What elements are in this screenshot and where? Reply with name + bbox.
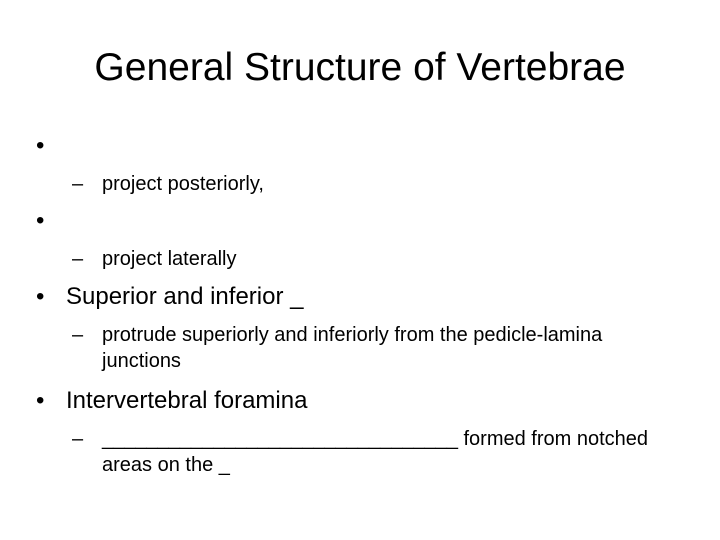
sub-bullet-marker: – (72, 173, 84, 195)
bullet-marker: • (36, 207, 45, 234)
bullet-item (36, 282, 303, 312)
slide-title: General Structure of Vertebrae (94, 46, 626, 89)
sub-bullet-item (72, 322, 672, 374)
sub-bullet-item (72, 246, 672, 272)
bullet-text: Superior and inferior _ (66, 283, 304, 310)
bullet-item (36, 131, 66, 161)
sub-bullet-text: project laterally (102, 248, 237, 270)
sub-bullet-item (72, 171, 672, 197)
bullet-text: Intervertebral foramina (66, 387, 308, 414)
bullet-marker: • (36, 132, 45, 159)
sub-bullet-text: ________________________________ formed from notched areas on the _ (102, 428, 649, 476)
sub-bullet-marker: – (72, 248, 84, 270)
sub-bullet-item (72, 426, 672, 478)
bullet-marker: • (36, 387, 45, 414)
sub-bullet-marker: – (72, 428, 84, 450)
bullet-item (36, 206, 66, 236)
sub-bullet-marker: – (72, 324, 84, 346)
sub-bullet-text: project posteriorly, (102, 173, 264, 195)
bullet-item (36, 386, 307, 416)
bullet-marker: • (36, 283, 45, 310)
sub-bullet-text: protrude superiorly and inferiorly from the pedicle-lamina junctions (102, 324, 603, 372)
